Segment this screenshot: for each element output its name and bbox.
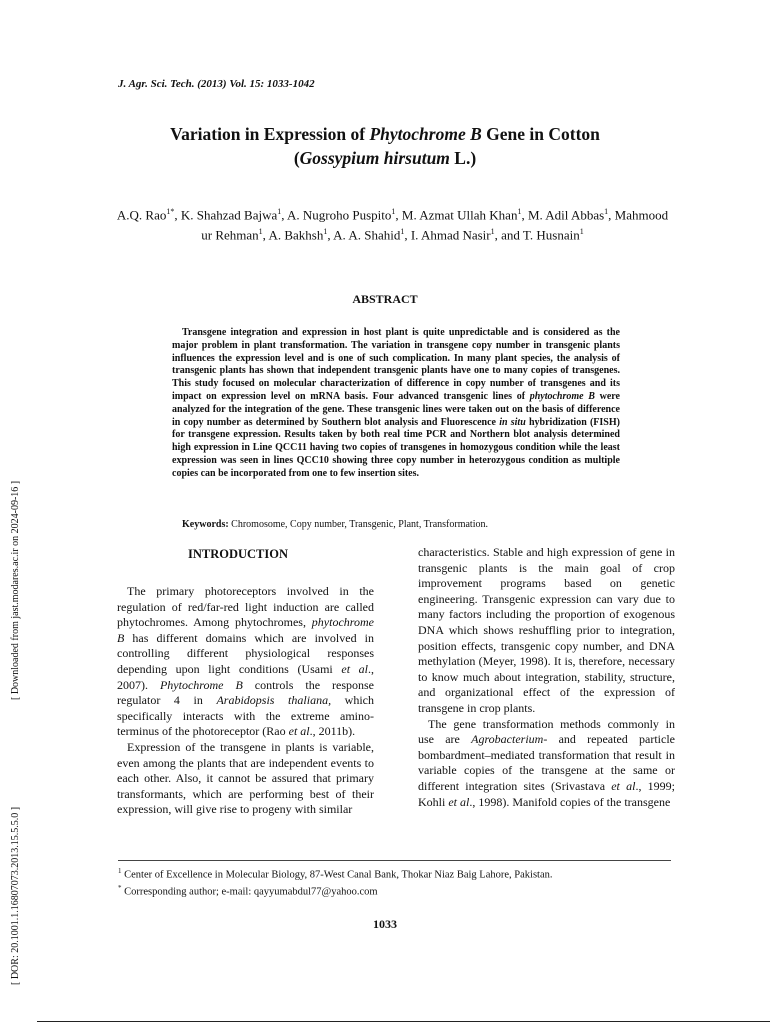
title-text: ( bbox=[293, 148, 300, 168]
keywords bbox=[182, 519, 488, 530]
footnote-marker: * bbox=[118, 884, 122, 892]
author-name: M. Azmat Ullah Khan bbox=[401, 207, 518, 223]
abstract-heading: ABSTRACT bbox=[352, 292, 418, 306]
section-heading-introduction: INTRODUCTION bbox=[188, 547, 289, 561]
keywords-text: Chromosome, Copy number, Transgenic, Plant, Transformation. bbox=[228, 519, 488, 530]
title-italic: Phytochrome B bbox=[369, 124, 482, 144]
abstract-span: hybridization (FISH) for transgene expression. Results taken by both real time PCR and Northern blot analysis determined high expression in Line QCC11 having two copies of transgenes in homozygous condition while the least expression was seen in lines QCC10 showing three copy number in heterozygous condition as multiple copies can be incorporated from one to few insertion sites. bbox=[172, 416, 620, 479]
affiliation-marker: 1 bbox=[490, 227, 495, 237]
paper-title bbox=[90, 122, 680, 170]
author-name: M. Adil Abbas bbox=[527, 207, 605, 223]
author-name: T. Husnain bbox=[522, 227, 580, 243]
paragraph: Expression of the transgene in plants is variable, even among the plants that are independent events to each other. Also, it cannot be assured that primary transformants, which are performing best of their expression, will give rise to progeny with similar bbox=[117, 739, 374, 817]
affiliation-marker: 1 bbox=[258, 227, 263, 237]
italic-text: et al bbox=[341, 661, 368, 676]
paragraph bbox=[117, 584, 374, 740]
affiliation-marker: 1 bbox=[517, 207, 522, 216]
title-text: L.) bbox=[449, 148, 477, 168]
italic-text: Arabidopsis thaliana, bbox=[216, 693, 332, 708]
abstract-italic: phytochrome B bbox=[529, 390, 595, 402]
footnote-divider bbox=[118, 860, 671, 861]
text: The gene transformation methods commonly in use are bbox=[418, 716, 675, 747]
footnote-text: Corresponding author; e-mail: qayyumabdul77@yahoo.com bbox=[121, 886, 378, 898]
affiliation-marker: 1 bbox=[604, 207, 609, 216]
author-name: A. Nugroho Puspito bbox=[287, 207, 392, 223]
abstract-span: Transgene integration and expression in host plant is quite unpredictable and is considered as the major problem in plant transformation. The variation in transgene copy number in transgenic plants influences the expression level and is one of such complication. In many plant species, the analysis of transgenic plants has shown that independent transgenic plants have one to many copies of transgenes. This study focused on molecular characterization of difference in copy number of transgenes and its impact on expression level on mRNA basis. Four advanced transgenic lines of bbox=[172, 327, 620, 402]
text: ., 1998). Manifold copies of the transgene bbox=[469, 794, 671, 809]
author-list: A.Q. Rao$^{1*}$, K. Shahzad Bajwa$^1$, A. Nugroho Puspito$^1$, M. Azmat Ullah Khan$^1$, M. Adil Abbas$^1$, Mahmood ur Rehman$^1$, A. Bakhsh$^1$, A. A. Shahid$^1$, I. Ahmad Nasir$^1$, and T. Husnain$^1$ bbox=[116, 207, 669, 243]
text: ., 1999; Kohli bbox=[418, 778, 675, 809]
text: controls the response regulator 4 in bbox=[117, 677, 374, 708]
right-column bbox=[418, 545, 675, 810]
affiliation-marker: 1 bbox=[400, 227, 405, 237]
italic-text: phytochrome B bbox=[117, 615, 374, 645]
italic-text: Agrobacterium bbox=[471, 732, 544, 747]
title-text: Variation in Expression of bbox=[170, 124, 370, 144]
abstract-span: were analyzed for the integration of the gene. These transgenic lines were taken out on the basis of difference in copy number as determined by Southern blot analysis and Fluorescence bbox=[172, 390, 620, 428]
italic-text: et al bbox=[288, 724, 310, 739]
left-column bbox=[117, 584, 374, 818]
italic-text: et al bbox=[611, 778, 636, 793]
affiliation-marker: 1 bbox=[391, 207, 396, 216]
footnote-affiliation bbox=[118, 867, 553, 881]
journal-citation: J. Agr. Sci. Tech. (2013) Vol. 15: 1033-1042 bbox=[118, 78, 315, 90]
author-name: A. Bakhsh bbox=[268, 227, 324, 243]
text: - and repeated particle bombardment–mediated transformation that result in variable copies of the transgene at the same or different integration sites (Srivastava bbox=[418, 732, 675, 793]
footnote-correspondence bbox=[118, 884, 378, 898]
author-name: K. Shahzad Bajwa bbox=[180, 207, 278, 223]
author-name: Mahmood ur Rehman bbox=[201, 207, 669, 243]
page-number: 1033 bbox=[373, 917, 397, 931]
keywords-label: Keywords: bbox=[182, 519, 229, 530]
text: The primary photoreceptors involved in the regulation of red/far-red light induction are called phytochromes. Among phytochromes, bbox=[117, 584, 374, 630]
footnote-marker: 1 bbox=[118, 867, 122, 875]
affiliation-marker: 1 bbox=[323, 227, 328, 237]
affiliation-marker: 1 bbox=[277, 207, 282, 216]
title-italic: Gossypium hirsutum bbox=[299, 148, 450, 168]
text: which specifically interacts with the extreme amino-terminus of the photoreceptor (Rao bbox=[117, 693, 375, 739]
text: ., 2011b). bbox=[309, 724, 356, 739]
affiliation-marker: 1* bbox=[166, 207, 175, 216]
paragraph: characteristics. Stable and high expression of gene in transgenic plants is the main goal of crop improvement programs based on genetic engineering. Transgenic expression can vary due to many factors including the proportion of exogenous DNA which shows reshuffling prior to integration, position effects, transgenic copy number, and DNA methylation (Meyer, 1998). It is, therefore, necessary to know much about integration, stability, structure, and organizational effect of the expression of transgene in crop plants. bbox=[418, 545, 675, 715]
bottom-divider bbox=[37, 1021, 770, 1022]
italic-text: Phytochrome B bbox=[159, 677, 243, 692]
author-name: I. Ahmad Nasir bbox=[410, 227, 491, 243]
author-name: A.Q. Rao bbox=[116, 207, 167, 223]
affiliation-marker: 1 bbox=[579, 227, 584, 237]
download-watermark: [ Downloaded from jast.modares.ac.ir on 2024-09-16 ] bbox=[10, 480, 21, 700]
doi-watermark: [ DOR: 20.1001.1.16807073.2013.15.5.5.0 ] bbox=[10, 806, 21, 985]
author-name: A. A. Shahid bbox=[333, 227, 401, 243]
abstract-text bbox=[172, 327, 620, 481]
abstract-italic: in situ bbox=[499, 416, 526, 428]
text: has different domains which are involved in controlling different physiological responses depending upon light conditions (Usami bbox=[117, 630, 374, 676]
paragraph bbox=[418, 717, 675, 811]
italic-text: et al bbox=[448, 794, 470, 809]
footnote-text: Center of Excellence in Molecular Biology, 87-West Canal Bank, Thokar Niaz Baig Lahore, Pakistan. bbox=[121, 869, 553, 881]
text: ., 2007). bbox=[117, 661, 374, 692]
title-text: Gene in Cotton bbox=[481, 124, 600, 144]
